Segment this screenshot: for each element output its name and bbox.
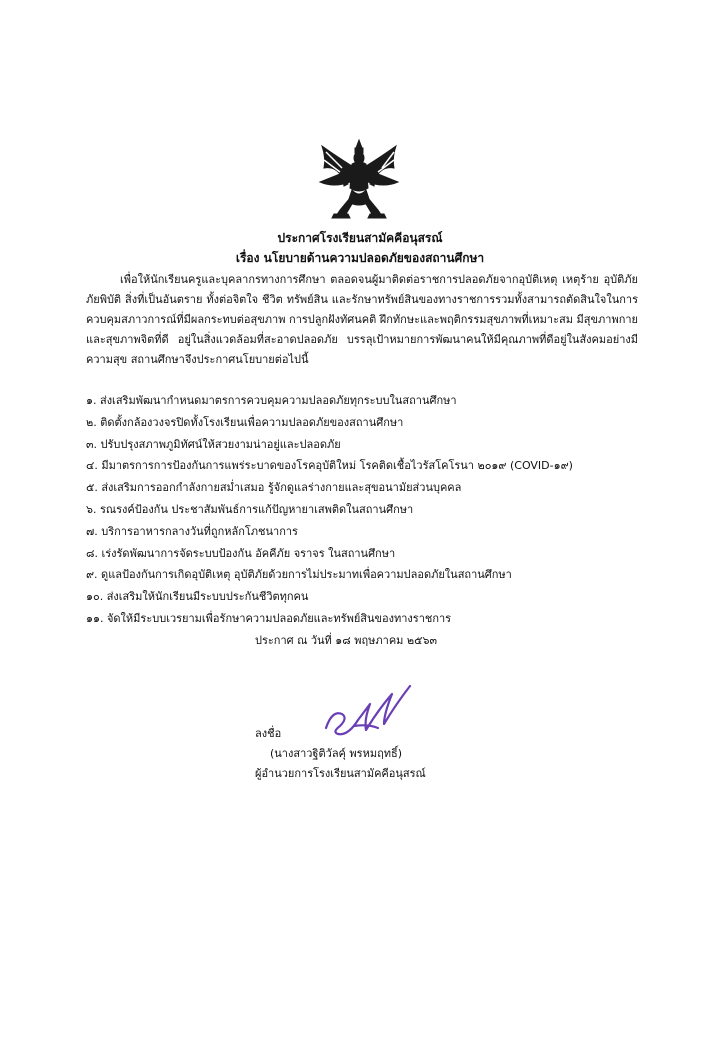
policy-item: ๕. ส่งเสริมการออกกำลังกายสม่ำเสมอ รู้จักดูแลร่างกายและสุขอนามัยส่วนบุคคล	[86, 481, 462, 495]
intro-paragraph	[86, 270, 638, 370]
signer-name: (นางสาวฐิติวัลคุ์ พรหมฤทธิ์)	[270, 747, 402, 760]
intro-text: เพื่อให้นักเรียนครูและบุคลากรทางการศึกษา ตลอดจนผู้มาติดต่อราชการปลอดภัยจากอุบัติเหตุ เหตุร้าย อุบัติภัย ภัยพิบัติ สิ่งที่เป็นอันตราย ทั้งต่อจิตใจ ชีวิต ทรัพย์สิน และรักษาทรัพย์สินของทางราชการรวมทั้งสามารถตัดสินใจในการควบคุมสภาวการณ์ที่มีผลกระทบต่อสุขภาพ การปลูกฝังทัศนคติ ฝึกทักษะและพฤติกรรมสุขภาพที่เหมาะสม มีสุขภาพกายและสุขภาพจิตที่ดี อยู่ในสิ่งแวดล้อมที่สะอาดปลอดภัย บรรลุเป้าหมายการพัฒนาคนให้มีคุณภาพที่ดีอยู่ในสังคมอย่างมีความสุข สถานศึกษาจึงประกาศนโยบายต่อไปนี้	[86, 273, 638, 366]
policy-item: ๑๐. ส่งเสริมให้นักเรียนมีระบบประกันชีวิตทุกคน	[86, 590, 309, 604]
signer-position: ผู้อำนวยการโรงเรียนสามัคคีอนุสรณ์	[255, 767, 426, 780]
policy-item: ๒. ติดตั้งกล้องวงจรปิดทั้งโรงเรียนเพื่อความปลอดภัยของสถานศึกษา	[86, 415, 404, 429]
announcement-date: ประกาศ ณ วันที่ ๑๘ พฤษภาคม ๒๕๖๓	[255, 634, 437, 647]
policy-item: ๘. เร่งรัดพัฒนาการจัดระบบป้องกัน อัคคีภัย จราจร ในสถานศึกษา	[86, 546, 396, 560]
policy-item: ๖. รณรงค์ป้องกัน ประชาสัมพันธ์การแก้ปัญหายาเสพติดในสถานศึกษา	[86, 502, 414, 516]
handwritten-signature	[318, 680, 414, 738]
policy-item: ๔. มีมาตรการการป้องกันการแพร่ระบาดของโรคอุบัติใหม่ โรคติดเชื้อไวรัสโคโรนา ๒๐๑๙ (COVID-๑๙)	[86, 459, 573, 473]
policy-item: ๓. ปรับปรุงสภาพภูมิทัศน์ให้สวยงามน่าอยู่และปลอดภัย	[86, 437, 341, 451]
policy-item: ๙. ดูแลป้องกันการเกิดอุบัติเหตุ อุบัติภัยด้วยการไม่ประมาทเพื่อความปลอดภัยในสถานศึกษา	[86, 568, 512, 582]
policy-item: ๗. บริการอาหารกลางวันที่ถูกหลักโภชนาการ	[86, 524, 298, 538]
policy-item: ๑๑. จัดให้มีระบบเวรยามเพื่อรักษาความปลอดภัยและทรัพย์สินของทางราชการ	[86, 611, 452, 625]
garuda-emblem-icon	[316, 138, 402, 220]
policy-item: ๑. ส่งเสริมพัฒนากำหนดมาตรการควบคุมความปลอดภัยทุกระบบในสถานศึกษา	[86, 394, 457, 407]
announcement-title: ประกาศโรงเรียนสามัคคีอนุสรณ์	[277, 231, 443, 245]
announcement-subject: เรื่อง นโยบายด้านความปลอดภัยของสถานศึกษา	[235, 251, 485, 265]
policy-list	[86, 390, 646, 630]
signature-label: ลงชื่อ	[255, 727, 282, 740]
